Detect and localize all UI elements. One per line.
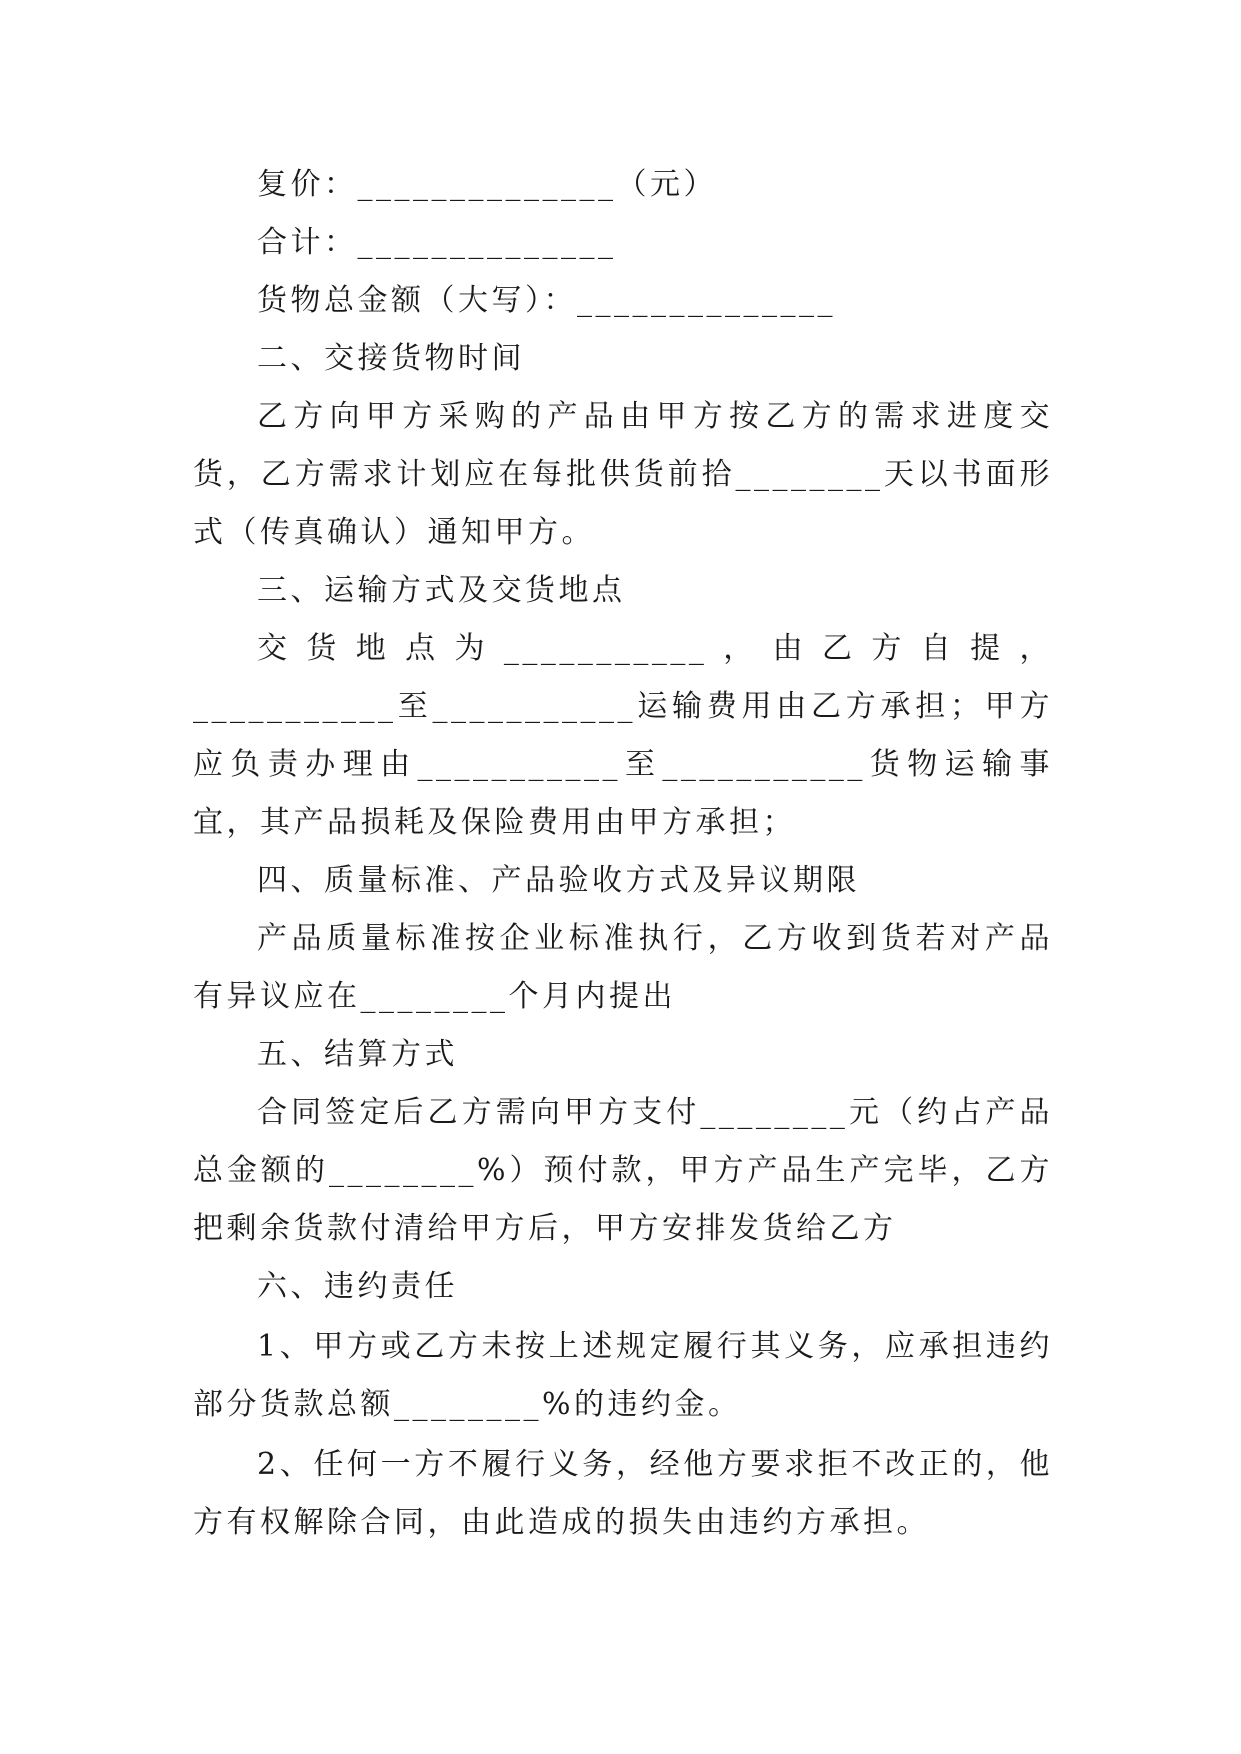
section-heading-delivery-time: 二、交接货物时间 bbox=[257, 341, 525, 376]
section-heading-transport: 三、运输方式及交货地点 bbox=[257, 573, 626, 608]
paragraph-settlement: 合同签定后乙方需向甲方支付________元（约占产品总金额的________%）预付款，甲方产品生产完毕，乙方把剩余货款付清给甲方后，甲方安排发货给乙方 bbox=[193, 1095, 1053, 1246]
section-heading-settlement: 五、结算方式 bbox=[257, 1037, 458, 1072]
paragraph-quality: 产品质量标准按企业标准执行，乙方收到货若对产品有异议应在________个月内提出 bbox=[193, 921, 1053, 1014]
total-amount-line: 货物总金额（大写）：______________ bbox=[257, 283, 836, 318]
contract-page bbox=[193, 156, 1053, 1552]
paragraph-breach-2: 2、任何一方不履行义务，经他方要求拒不改正的，他方有权解除合同，由此造成的损失由违约方承担。 bbox=[193, 1447, 1053, 1540]
section-heading-quality: 四、质量标准、产品验收方式及异议期限 bbox=[257, 863, 860, 898]
paragraph-transport: 交货地点为___________，由乙方自提，___________至___________运输费用由乙方承担；甲方应负责办理由___________至___________货物运输事宜，其产品损耗及保险费用由甲方承担； bbox=[193, 631, 1053, 840]
paragraph-delivery-time: 乙方向甲方采购的产品由甲方按乙方的需求进度交货，乙方需求计划应在每批供货前拾________天以书面形式（传真确认）通知甲方。 bbox=[193, 399, 1053, 550]
section-heading-breach: 六、违约责任 bbox=[257, 1269, 458, 1304]
subtotal-line: 合计：______________ bbox=[257, 225, 617, 260]
paragraph-breach-1: 1、甲方或乙方未按上述规定履行其义务，应承担违约部分货款总额________%的违约金。 bbox=[193, 1329, 1053, 1422]
unit-price-line: 复价：______________（元） bbox=[257, 167, 717, 202]
